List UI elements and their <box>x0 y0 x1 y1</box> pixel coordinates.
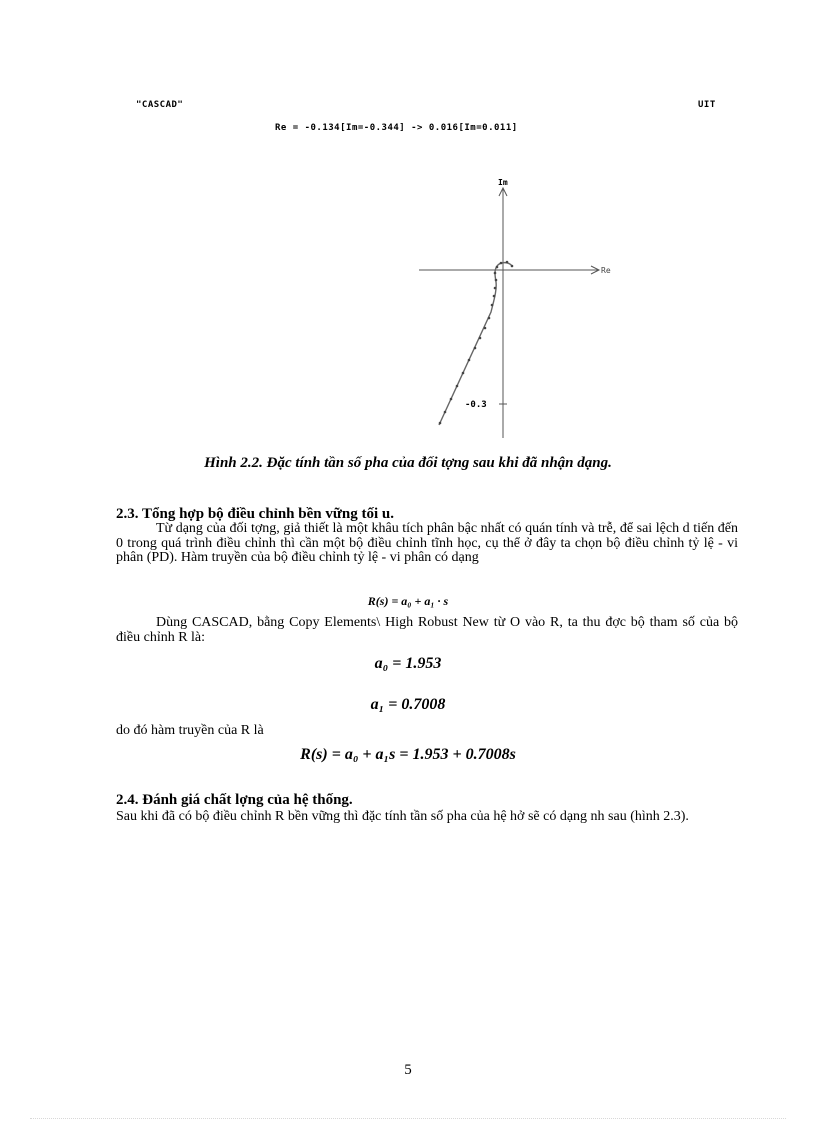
header-left: "CASCAD" <box>136 100 184 110</box>
equation-pd-form: R(s) = a₀ + a₁ · s <box>367 594 449 608</box>
header-right: UIT <box>698 100 716 110</box>
axis-im-label: Im <box>498 178 508 187</box>
paragraph-cascad: Dùng CASCAD, bằng Copy Elements\ High Robust New từ O vào R, ta thu đợc bộ tham số của bộ điều chỉnh R là: <box>116 615 738 645</box>
figure-caption: Hình 2.2. Đặc tính tần số pha của đối tợng sau khi đã nhận dạng. <box>204 455 612 471</box>
equation-transfer-function: R(s) = a₀ + a₁s = 1.953 + 0.7008s <box>300 746 516 763</box>
equation-a1: a₁ = 0.7008 <box>370 696 446 713</box>
paragraph-pd-intro: Từ dạng của đối tợng, giả thiết là một khâu tích phân bậc nhất có quán tính và trễ, để sai lệch d tiến đến 0 trong quá trình điều chỉnh thì cần một bộ điều chỉnh tĩnh học, cụ thể ở đây ta chọn bộ điều chỉnh tỷ lệ - vi phân (PD). Hàm truyền của bộ điều chỉnh tỷ lệ - vi phân có dạng <box>116 521 738 565</box>
nyquist-plot <box>405 170 625 445</box>
equation-a0: a₀ = 1.953 <box>374 655 442 672</box>
paragraph-transfer-intro: do đó hàm truyền của R là <box>116 723 264 738</box>
tick-label: -0.3 <box>465 400 487 410</box>
section-heading-2-4: 2.4. Đánh giá chất lợng của hệ thống. <box>116 792 353 808</box>
footer-divider <box>30 1118 786 1119</box>
section-heading-2-3: 2.3. Tổng hợp bộ điều chỉnh bền vững tối u. <box>116 506 394 522</box>
paragraph-quality: Sau khi đã có bộ điều chỉnh R bền vững thì đặc tính tần số pha của hệ hở sẽ có dạng nh sau (hình 2.3). <box>116 809 689 824</box>
axis-re-label: Re <box>601 266 611 275</box>
page-number: 5 <box>404 1062 412 1078</box>
plot-readout: Re = -0.134[Im=-0.344] -> 0.016[Im=0.011] <box>275 123 518 133</box>
